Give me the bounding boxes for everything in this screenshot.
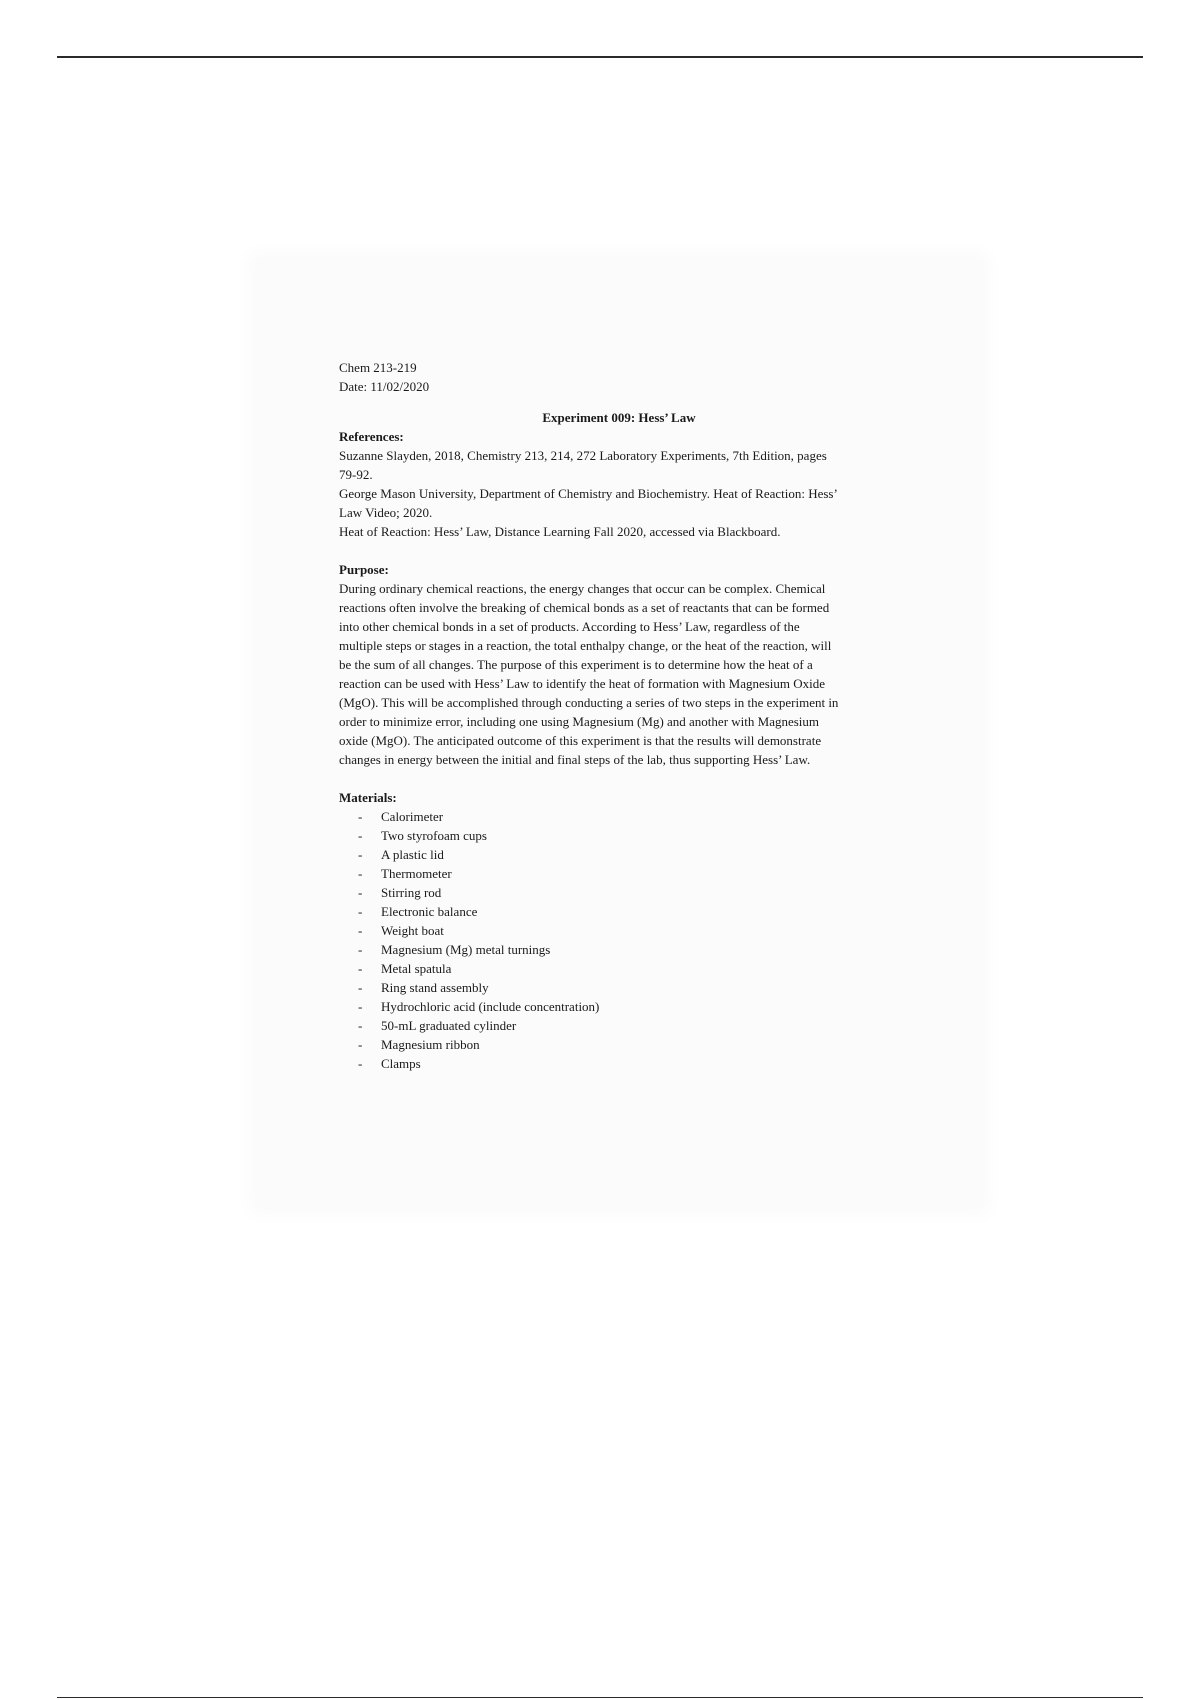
references-section	[339, 427, 899, 541]
list-item: - Stirring rod	[358, 885, 442, 900]
dash-bullet: -	[358, 885, 363, 900]
purpose-line: order to minimize error, including one using Magnesium (Mg) and another with Magnesium	[339, 714, 820, 729]
purpose-line: reaction can be used with Hess’ Law to identify the heat of formation with Magnesium Oxide	[339, 676, 826, 691]
dash-bullet: -	[358, 1056, 363, 1071]
purpose-line: oxide (MgO). The anticipated outcome of this experiment is that the results will demonstrate	[339, 733, 822, 748]
dash-bullet: -	[358, 961, 363, 976]
reference-line: Heat of Reaction: Hess’ Law, Distance Learning Fall 2020, accessed via Blackboard.	[339, 524, 781, 539]
references-heading: References:	[339, 429, 404, 444]
list-item: - Hydrochloric acid (include concentration)	[358, 999, 600, 1014]
list-item: - Ring stand assembly	[358, 980, 489, 995]
bottom-rule	[57, 1697, 1143, 1698]
dash-bullet: -	[358, 866, 363, 881]
list-item: - A plastic lid	[358, 847, 444, 862]
list-item: - Magnesium ribbon	[358, 1037, 480, 1052]
dash-bullet: -	[358, 1037, 363, 1052]
course-label: Chem 213-219	[339, 360, 417, 375]
purpose-section	[339, 560, 899, 769]
list-item: - Metal spatula	[358, 961, 452, 976]
purpose-heading: Purpose:	[339, 562, 389, 577]
reference-line: Law Video; 2020.	[339, 505, 433, 520]
top-rule	[57, 56, 1143, 58]
dash-bullet: -	[358, 847, 363, 862]
list-item: - Thermometer	[358, 866, 452, 881]
purpose-line: into other chemical bonds in a set of products. According to Hess’ Law, regardless of the	[339, 619, 800, 634]
list-item: - Electronic balance	[358, 904, 478, 919]
document-content	[339, 358, 899, 1073]
purpose-line: be the sum of all changes. The purpose of this experiment is to determine how the heat of a	[339, 657, 813, 672]
reference-line: Suzanne Slayden, 2018, Chemistry 213, 214, 272 Laboratory Experiments, 7th Edition, pages	[339, 448, 827, 463]
purpose-line: changes in energy between the initial and final steps of the lab, thus supporting Hess’ Law.	[339, 752, 811, 767]
purpose-line: During ordinary chemical reactions, the energy changes that occur can be complex. Chemical	[339, 581, 826, 596]
date-label: Date: 11/02/2020	[339, 379, 430, 394]
list-item: - Weight boat	[358, 923, 444, 938]
dash-bullet: -	[358, 1018, 363, 1033]
document-title: Experiment 009: Hess’ Law	[542, 410, 696, 425]
references-body	[339, 446, 899, 541]
purpose-line: (MgO). This will be accomplished through conducting a series of two steps in the experiment in	[339, 695, 839, 710]
list-item: - Magnesium (Mg) metal turnings	[358, 942, 551, 957]
materials-section	[339, 788, 899, 1073]
dash-bullet: -	[358, 904, 363, 919]
list-item: - Two styrofoam cups	[358, 828, 487, 843]
dash-bullet: -	[358, 828, 363, 843]
dash-bullet: -	[358, 999, 363, 1014]
dash-bullet: -	[358, 809, 363, 824]
dash-bullet: -	[358, 942, 363, 957]
list-item: - Calorimeter	[358, 809, 444, 824]
list-item: - 50-mL graduated cylinder	[358, 1018, 517, 1033]
purpose-paragraph	[339, 579, 899, 769]
purpose-line: multiple steps or stages in a reaction, the total enthalpy change, or the heat of the reaction, will	[339, 638, 832, 653]
dash-bullet: -	[358, 980, 363, 995]
reference-line: 79-92.	[339, 467, 373, 482]
dash-bullet: -	[358, 923, 363, 938]
materials-heading: Materials:	[339, 790, 397, 805]
materials-list	[339, 807, 899, 1073]
reference-line: George Mason University, Department of Chemistry and Biochemistry. Heat of Reaction: Hess’	[339, 486, 838, 501]
purpose-line: reactions often involve the breaking of chemical bonds as a set of reactants that can be formed	[339, 600, 830, 615]
list-item: - Clamps	[358, 1056, 421, 1071]
